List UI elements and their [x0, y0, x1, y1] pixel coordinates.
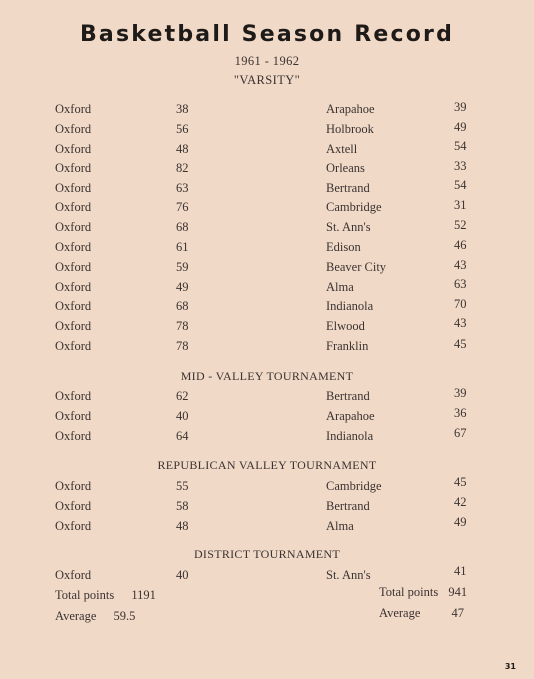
opponent-score: 54 [454, 178, 467, 192]
opponent-score: 43 [454, 316, 467, 330]
home-score: 61 [176, 240, 189, 254]
opponent-name: Bertrand [326, 389, 370, 403]
game-row [0, 260, 534, 278]
opponent-score: 36 [454, 406, 467, 420]
home-team: Oxford [55, 568, 92, 582]
opponent-name: Franklin [326, 339, 369, 353]
home-score: 63 [176, 181, 189, 195]
page-title: Basketball Season Record [79, 22, 455, 47]
home-team: Oxford [55, 499, 92, 513]
opponent-name: Indianola [326, 429, 374, 443]
oxford-average-value: 59.5 [113, 609, 136, 623]
home-score: 78 [176, 319, 189, 333]
opponent-name: Arapahoe [326, 102, 375, 116]
opponent-score: 43 [454, 258, 467, 272]
oxford-average [55, 609, 135, 624]
opponent-score: 49 [454, 515, 467, 529]
home-score: 76 [176, 200, 189, 214]
home-score: 55 [176, 479, 189, 493]
home-team: Oxford [55, 220, 92, 234]
game-row [0, 564, 534, 586]
opponent-total-points-value: 941 [448, 585, 468, 599]
opponent-name: Cambridge [326, 479, 382, 493]
game-row [0, 139, 534, 160]
opponent-name: Beaver City [326, 260, 387, 274]
game-row [0, 240, 534, 258]
home-team: Oxford [55, 409, 92, 423]
game-row [0, 178, 534, 199]
game-row [0, 102, 534, 120]
opponent-total-points-label: Total points [379, 585, 439, 599]
home-score: 38 [176, 102, 189, 116]
home-team: Oxford [55, 389, 92, 403]
home-team: Oxford [55, 142, 92, 156]
home-team: Oxford [55, 519, 92, 533]
opponent-score: 63 [454, 277, 467, 291]
opponent-name: Alma [326, 519, 354, 533]
game-row [0, 200, 534, 218]
opponent-name: St. Ann's [326, 220, 371, 234]
opponent-name: Axtell [326, 142, 358, 156]
home-score: 62 [176, 389, 189, 403]
home-score: 64 [176, 429, 189, 443]
game-row [0, 406, 534, 427]
district-heading: DISTRICT TOURNAMENT [193, 547, 341, 561]
page-number: 31 [504, 662, 516, 671]
game-row [0, 386, 534, 407]
home-score: 40 [176, 409, 189, 423]
opponent-name: Holbrook [326, 122, 374, 136]
home-team: Oxford [55, 181, 92, 195]
home-team: Oxford [55, 102, 92, 116]
home-score: 59 [176, 260, 189, 274]
opponent-score: 67 [454, 426, 467, 440]
game-row [0, 515, 534, 537]
home-team: Oxford [55, 200, 92, 214]
game-row [0, 426, 534, 447]
oxford-total-points-value: 1191 [131, 588, 156, 602]
home-team: Oxford [55, 479, 92, 493]
opponent-score: 45 [454, 337, 467, 351]
game-row [0, 161, 534, 179]
opponent-name: Arapahoe [326, 409, 375, 423]
game-row [0, 277, 534, 298]
season-years: 1961 - 1962 [234, 54, 300, 68]
opponent-score: 39 [454, 100, 467, 114]
game-row [0, 316, 534, 337]
opponent-name: Orleans [326, 161, 365, 175]
opponent-name: Cambridge [326, 200, 382, 214]
opponent-score: 49 [454, 120, 467, 134]
opponent-name: Elwood [326, 319, 365, 333]
home-score: 82 [176, 161, 189, 175]
home-team: Oxford [55, 240, 92, 254]
home-team: Oxford [55, 280, 92, 294]
home-score: 68 [176, 220, 189, 234]
home-team: Oxford [55, 319, 92, 333]
home-score: 49 [176, 280, 189, 294]
team-level: "VARSITY" [233, 73, 301, 87]
opponent-score: 70 [454, 297, 467, 311]
opponent-score: 52 [454, 218, 467, 232]
home-score: 48 [176, 142, 189, 156]
opponent-score: 31 [454, 198, 467, 212]
opponent-score: 46 [454, 238, 467, 252]
home-team: Oxford [55, 339, 92, 353]
opponent-name: Bertrand [326, 499, 370, 513]
opponent-name: Bertrand [326, 181, 370, 195]
opponent-score: 45 [454, 475, 467, 489]
game-row [0, 122, 534, 140]
home-score: 68 [176, 299, 189, 313]
oxford-total-points [55, 588, 156, 603]
oxford-total-points-label: Total points [55, 588, 115, 602]
opponent-score: 41 [454, 564, 467, 578]
opponent-average [379, 606, 464, 621]
home-team: Oxford [55, 260, 92, 274]
mid-valley-heading: MID - VALLEY TOURNAMENT [180, 369, 354, 383]
opponent-name: Edison [326, 240, 361, 254]
opponent-score: 33 [454, 159, 467, 173]
home-score: 78 [176, 339, 189, 353]
home-score: 56 [176, 122, 189, 136]
home-score: 58 [176, 499, 189, 513]
opponent-average-label: Average [379, 606, 421, 620]
opponent-score: 54 [454, 139, 467, 153]
opponent-name: Indianola [326, 299, 374, 313]
game-row [0, 220, 534, 238]
game-row [0, 339, 534, 357]
home-team: Oxford [55, 161, 92, 175]
opponent-score: 39 [454, 386, 467, 400]
republican-valley-heading: REPUBLICAN VALLEY TOURNAMENT [157, 458, 377, 472]
opponent-total-points [379, 585, 467, 600]
opponent-average-value: 47 [451, 606, 465, 620]
opponent-name: Alma [326, 280, 354, 294]
oxford-average-label: Average [55, 609, 97, 623]
home-team: Oxford [55, 122, 92, 136]
home-score: 48 [176, 519, 189, 533]
home-score: 40 [176, 568, 189, 582]
home-team: Oxford [55, 429, 92, 443]
opponent-name: St. Ann's [326, 568, 371, 582]
home-team: Oxford [55, 299, 92, 313]
game-row [0, 299, 534, 317]
opponent-score: 42 [454, 495, 467, 509]
